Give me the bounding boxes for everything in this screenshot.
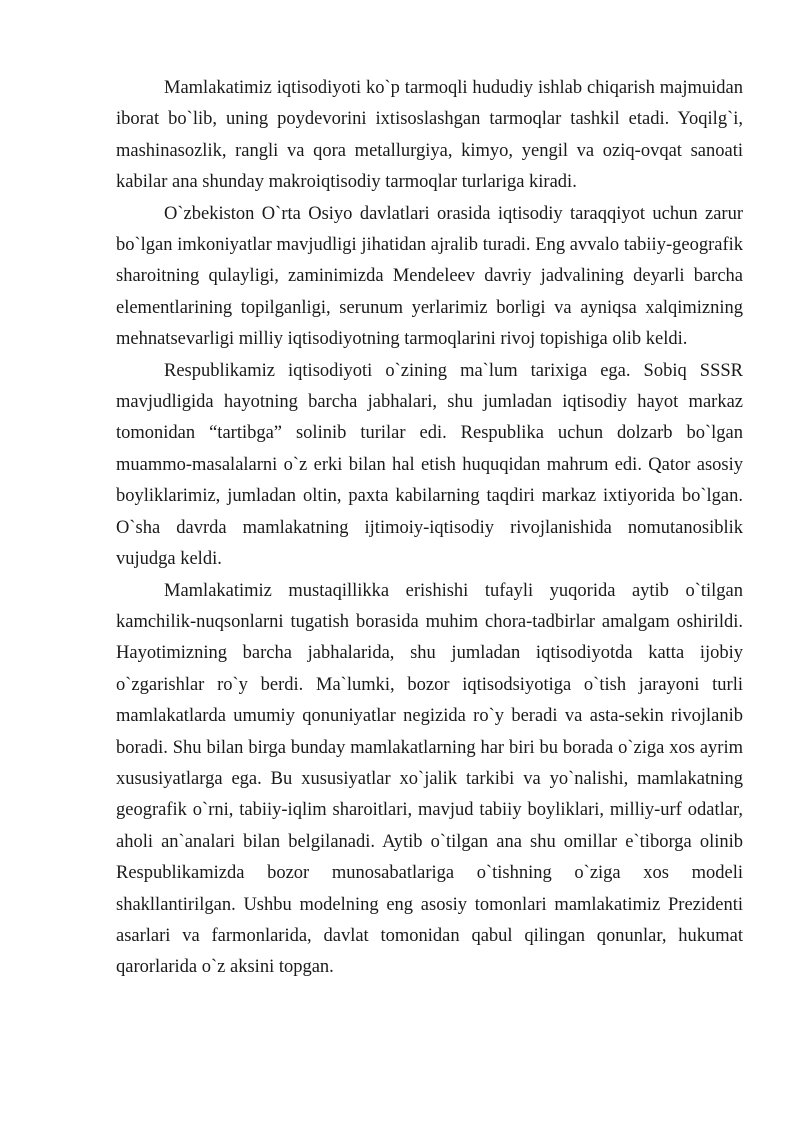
document-body <box>116 73 743 984</box>
paragraph-4: Mamlakatimiz mustaqillikka erishishi tufayli yuqorida aytib o`tilgan kamchilik-nuqsonlarni tugatish borasida muhim chora-tadbirlar amalgam oshirildi. Hayotimizning barcha jabhalarida, shu jumladan iqtisodiyotda katta ijobiy o`zgarishlar ro`y berdi. Ma`lumki, bozor iqtisodsiyotiga o`tish jarayoni turli mamlakatlarda umumiy qonuniyatlar negizida ro`y beradi va asta-sekin rivojlanib boradi. Shu bilan birga bunday mamlakatlarning har biri bu borada o`ziga xos ayrim xususiyatlarga ega. Bu xususiyatlar xo`jalik tarkibi va yo`nalishi, mamlakatning geografik o`rni, tabiiy-iqlim sharoitlari, mavjud tabiiy boyliklari, milliy-urf odatlar, aholi an`analari bilan belgilanadi. Aytib o`tilgan ana shu omillar e`tiborga olinib Respublikamizda bozor munosabatlariga o`tishning o`ziga xos modeli shakllantirilgan. Ushbu modelning eng asosiy tomonlari mamlakatimiz Prezidenti asarlari va farmonlarida, davlat tomonidan qabul qilingan qonunlar, hukumat qarorlarida o`z aksini topgan. <box>116 580 743 978</box>
paragraph-1: Mamlakatimiz iqtisodiyoti ko`p tarmoqli hududiy ishlab chiqarish majmuidan iborat bo`lib, uning poydevorini ixtisoslashgan tarmoqlar tashkil etadi. Yoqilg`i, mashinasozlik, rangli va qora metallurgiya, kimyo, yengil va oziq-ovqat sanoati kabilar ana shunday makroiqtisodiy tarmoqlar turlariga kiradi. <box>116 78 743 193</box>
paragraph-3: Respublikamiz iqtisodiyoti o`zining ma`lum tarixiga ega. Sobiq SSSR mavjudligida hayotning barcha jabhalari, shu jumladan iqtisodiy hayot markaz tomonidan “tartibga” solinib turilar edi. Respublika uchun dolzarb bo`lgan muammo-masalalarni o`z erki bilan hal etish huquqidan mahrum edi. Qator asosiy boyliklarimiz, jumladan oltin, paxta kabilarning taqdiri markaz ixtiyorida bo`lgan. O`sha davrda mamlakatning ijtimoiy-iqtisodiy rivojlanishida nomutanosiblik vujudga keldi. <box>116 360 743 570</box>
paragraph-2: O`zbekiston O`rta Osiyo davlatlari orasida iqtisodiy taraqqiyot uchun zarur bo`lgan imkoniyatlar mavjudligi jihatidan ajralib turadi. Eng avvalo tabiiy-geografik sharoitning qulayligi, zaminimizda Mendeleev davriy jadvalining deyarli barcha elementlarining topilganligi, serunum yerlarimiz borligi va ayniqsa xalqimizning mehnatsevarligi milliy iqtisodiyotning tarmoqlarini rivoj topishiga olib keldi. <box>116 203 743 350</box>
